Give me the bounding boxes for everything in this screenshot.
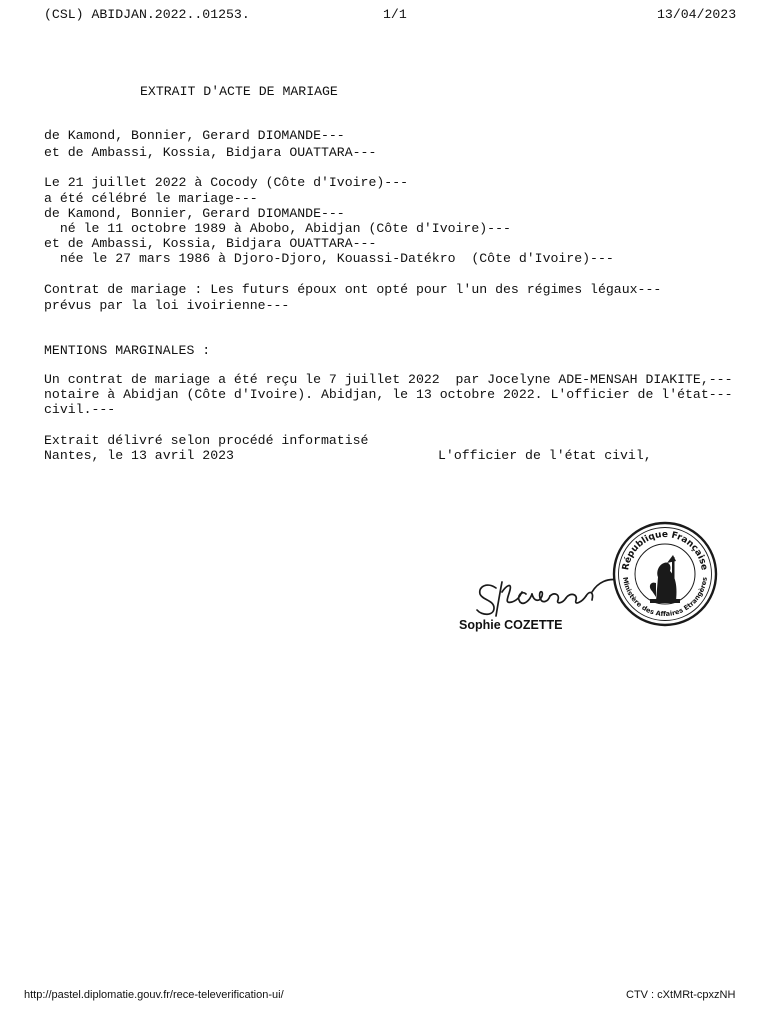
- celebration-line: a été célébré le mariage---: [44, 191, 258, 206]
- celebration-line: de Kamond, Bonnier, Gerard DIOMANDE---: [44, 206, 345, 221]
- mention-line: civil.---: [44, 402, 116, 417]
- page-number: 1/1: [383, 7, 407, 22]
- seal-text: République Française: [621, 529, 709, 572]
- celebration-line: Le 21 juillet 2022 à Cocody (Côte d'Ivoire)---: [44, 175, 409, 190]
- document-reference: (CSL) ABIDJAN.2022..01253.: [44, 7, 250, 22]
- official-seal: [612, 521, 718, 627]
- celebration-line: née le 27 mars 1986 à Djoro-Djoro, Kouassi-Datékro (Côte d'Ivoire)---: [44, 251, 614, 266]
- verification-url[interactable]: http://pastel.diplomatie.gouv.fr/rece-televerification-ui/: [24, 989, 284, 1001]
- party-line: et de Ambassi, Kossia, Bidjara OUATTARA---: [44, 145, 377, 160]
- celebration-line: et de Ambassi, Kossia, Bidjara OUATTARA---: [44, 236, 377, 251]
- document-title: EXTRAIT D'ACTE DE MARIAGE: [140, 84, 338, 99]
- issuing-officer: L'officier de l'état civil,: [438, 448, 652, 463]
- contract-line: Contrat de mariage : Les futurs époux ont opté pour l'un des régimes légaux---: [44, 282, 662, 297]
- mention-line: notaire à Abidjan (Côte d'Ivoire). Abidjan, le 13 octobre 2022. L'officier de l'état---: [44, 387, 733, 402]
- party-line: de Kamond, Bonnier, Gerard DIOMANDE---: [44, 128, 345, 143]
- verification-code: CTV : cXtMRt-cpxzNH: [626, 989, 736, 1001]
- mention-line: Un contrat de mariage a été reçu le 7 juillet 2022 par Jocelyne ADE-MENSAH DIAKITE,---: [44, 372, 733, 387]
- issuance-place-date: Nantes, le 13 avril 2023: [44, 448, 234, 463]
- header-date: 13/04/2023: [657, 7, 737, 22]
- celebration-line: né le 11 octobre 1989 à Abobo, Abidjan (Côte d'Ivoire)---: [44, 221, 511, 236]
- contract-line: prévus par la loi ivoirienne---: [44, 298, 290, 313]
- mentions-heading: MENTIONS MARGINALES :: [44, 343, 211, 358]
- handwritten-signature: [474, 572, 624, 622]
- issuance-line: Extrait délivré selon procédé informatisé: [44, 433, 369, 448]
- signer-name: Sophie COZETTE: [459, 618, 563, 632]
- seal-text: Ministère des Affaires Etrangères: [621, 576, 709, 619]
